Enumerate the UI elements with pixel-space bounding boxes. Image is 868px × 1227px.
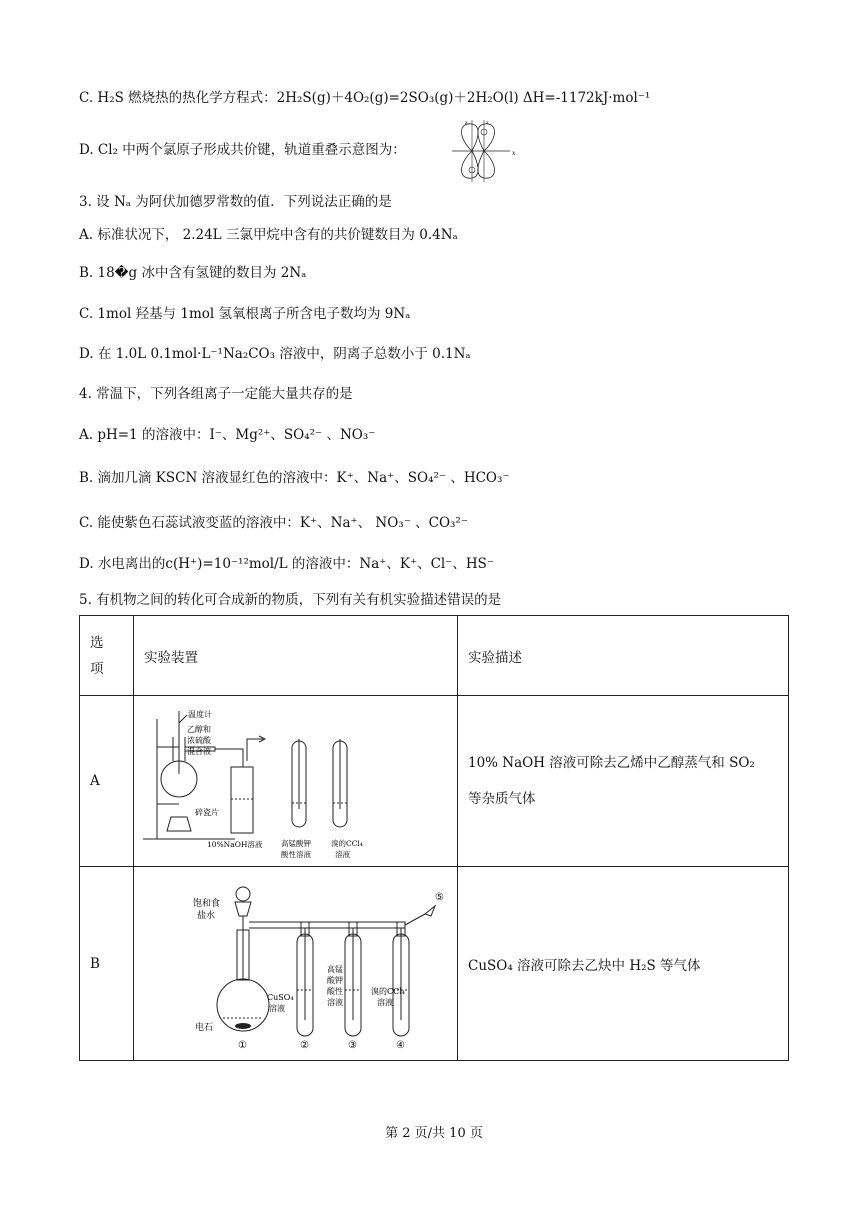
q4-stem: 4. 常温下，下列各组离子一定能大量共存的是 xyxy=(79,386,353,402)
label-num-1: ① xyxy=(238,1039,247,1051)
label-naoh: 10%NaOH溶液 xyxy=(207,839,263,849)
label-cuso4-1: CuSO₄ xyxy=(267,992,294,1002)
label-mix-3: 混合液 xyxy=(187,746,211,756)
header-option: 选项 xyxy=(80,616,134,696)
label-mix-2: 浓硫酸 xyxy=(187,735,211,745)
label-kmno4-b-1: 高锰 xyxy=(327,964,343,974)
svg-text:z: z xyxy=(465,120,468,126)
q3-option-a: A. 标准状况下， 2.24L 三氯甲烷中含有的共价键数目为 0.4Nₐ xyxy=(79,227,458,243)
row-a-apparatus xyxy=(134,696,458,867)
q4-option-b: B. 滴加几滴 KSCN 溶液显红色的溶液中：K⁺、Na⁺、SO₄²⁻ 、HCO₃⁻ xyxy=(79,470,510,486)
orbital-overlap-diagram xyxy=(448,118,523,184)
label-mix-1: 乙醇和 xyxy=(187,724,211,734)
label-br-ccl4-1: 溴的CCl₄ xyxy=(331,838,363,848)
table-header-row xyxy=(80,616,789,696)
label-kmno4-2: 酸性溶液 xyxy=(281,849,311,859)
header-apparatus: 实验装置 xyxy=(134,616,458,696)
label-br-ccl4-b-2: 溶液 xyxy=(377,997,393,1007)
label-num-5: ⑤ xyxy=(435,891,444,903)
label-porcelain-chips: 碎瓷片 xyxy=(195,807,219,817)
label-brine-1: 饱和食 xyxy=(193,898,221,909)
q4-option-d: D. 水电离出的c(H⁺)=10⁻¹²mol/L 的溶液中：Na⁺、K⁺、Cl⁻、HS⁻ xyxy=(79,556,495,572)
page-footer: 第 2 页/共 10 页 xyxy=(385,1126,483,1141)
row-a-description xyxy=(458,696,789,867)
label-br-ccl4-b-1: 溴的CCl₄ xyxy=(371,986,406,996)
row-b-label: B xyxy=(80,867,134,1061)
row-b-description: CuSO₄ 溶液可除去乙炔中 H₂S 等气体 xyxy=(458,867,789,1061)
q3-option-b: B. 18�g 冰中含有氢键的数目为 2Nₐ xyxy=(79,265,307,281)
table-row-b xyxy=(80,867,789,1061)
row-b-apparatus xyxy=(134,867,458,1061)
q3-option-c: C. 1mol 羟基与 1mol 氢氧根离子所含电子数均为 9Nₐ xyxy=(79,306,411,322)
svg-text:z: z xyxy=(486,120,489,126)
label-cuso4-2: 溶液 xyxy=(269,1003,285,1013)
q3-option-d: D. 在 1.0L 0.1mol·L⁻¹Na₂CO₃ 溶液中，阴离子总数小于 0.1Nₐ xyxy=(79,346,471,362)
row-a-label: A xyxy=(80,696,134,867)
label-kmno4-b-2: 酸钾 xyxy=(327,975,343,985)
header-description: 实验描述 xyxy=(458,616,789,696)
label-br-ccl4-2: 溶液 xyxy=(335,849,350,859)
table-row-a xyxy=(80,696,789,867)
q5-table xyxy=(79,615,789,1061)
row-a-desc-line-2: 等杂质气体 xyxy=(468,791,536,807)
label-kmno4-1: 高锰酸钾 xyxy=(281,838,311,848)
ethylene-apparatus-figure xyxy=(135,699,447,864)
q4-option-a: A. pH=1 的溶液中：I⁻、Mg²⁺、SO₄²⁻ 、NO₃⁻ xyxy=(79,427,376,443)
label-thermometer: 温度计 xyxy=(188,709,212,719)
q2-option-c: C. H₂S 燃烧热的热化学方程式：2H₂S(g)＋4O₂(g)=2SO₃(g)＋2H₂O(l) ΔH=-1172kJ·mol⁻¹ xyxy=(79,90,651,106)
label-brine-2: 盐水 xyxy=(197,910,216,921)
acetylene-apparatus-figure xyxy=(135,870,447,1058)
label-num-2: ② xyxy=(300,1039,309,1051)
label-calcium-carbide: 电石 xyxy=(195,1022,214,1033)
svg-text:x: x xyxy=(512,150,516,157)
label-kmno4-b-4: 溶液 xyxy=(327,997,343,1007)
label-num-4: ④ xyxy=(396,1039,405,1051)
q3-stem: 3. 设 Nₐ 为阿伏加德罗常数的值．下列说法正确的是 xyxy=(79,194,392,210)
row-a-desc-line-1: 10% NaOH 溶液可除去乙烯中乙醇蒸气和 SO₂ xyxy=(468,755,755,771)
label-kmno4-b-3: 酸性 xyxy=(327,986,343,996)
q4-option-c: C. 能使紫色石蕊试液变蓝的溶液中：K⁺、Na⁺、 NO₃⁻ 、CO₃²⁻ xyxy=(79,515,468,531)
q2-option-d: D. Cl₂ 中两个氯原子形成共价键，轨道重叠示意图为： xyxy=(79,142,406,158)
q5-stem: 5. 有机物之间的转化可合成新的物质，下列有关有机实验描述错误的是 xyxy=(79,592,502,608)
label-num-3: ③ xyxy=(348,1039,357,1051)
